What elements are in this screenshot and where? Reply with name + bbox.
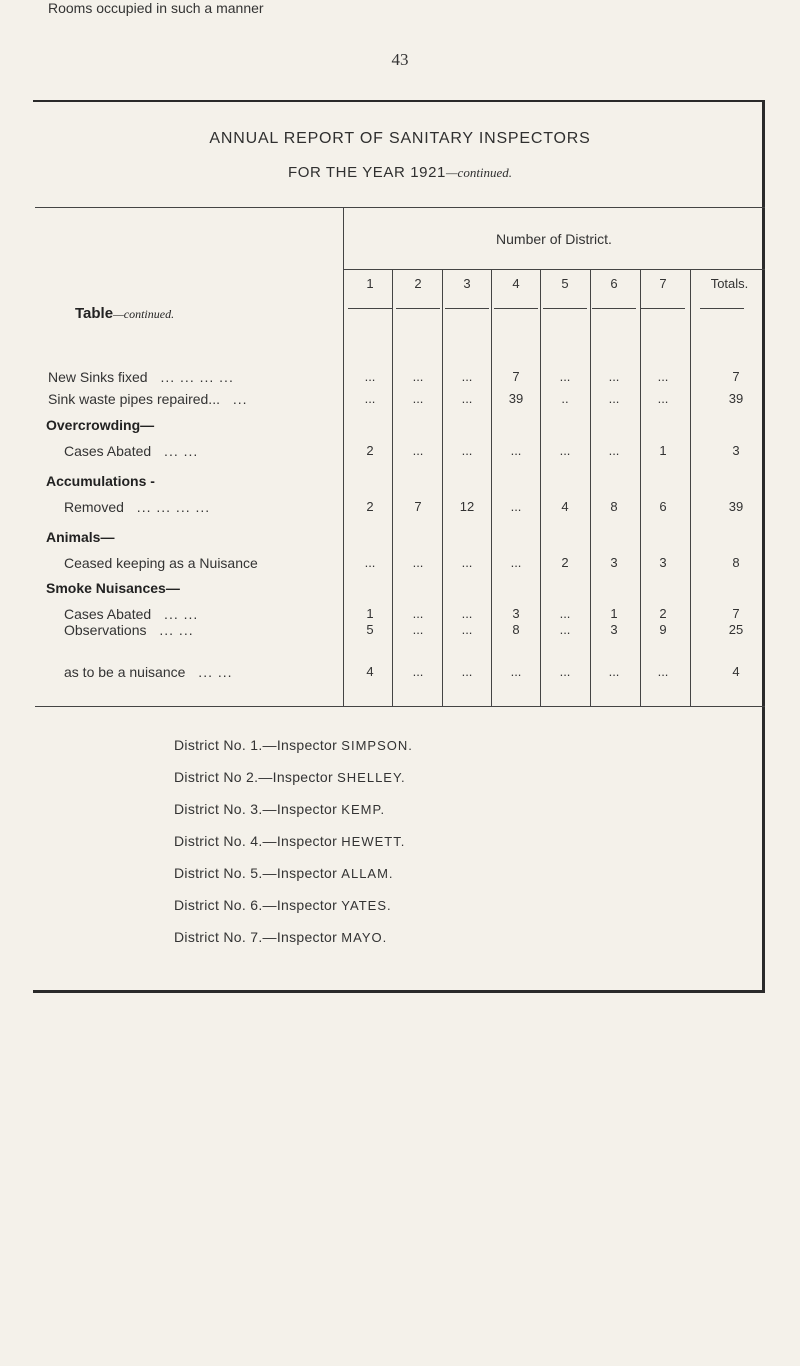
column-divider [690, 269, 691, 706]
row-label [64, 606, 198, 622]
table-cell: ... [657, 664, 669, 679]
table-cell: 3 [610, 555, 618, 570]
table-cell: ... [461, 443, 473, 458]
page-number: 43 [391, 50, 409, 69]
column-underline [543, 308, 587, 309]
table-cell: 6 [659, 499, 667, 514]
table-cell: 1 [610, 606, 618, 621]
inspector-name: YATES. [341, 898, 392, 913]
table-cell: 7 [732, 369, 740, 384]
column-divider [392, 269, 393, 706]
group-header: Number of District. [496, 231, 612, 247]
table-cell: ... [412, 664, 424, 679]
leader-dots: ... ... [154, 622, 194, 638]
table-cell: ... [657, 369, 669, 384]
leader-dots: ... ... [159, 443, 199, 459]
district-line [174, 801, 385, 817]
district-prefix: District No 2.—Inspector [174, 769, 338, 785]
column-divider [590, 269, 591, 706]
row-label-text: Cases Abated [64, 606, 152, 622]
header-divider [343, 269, 765, 270]
column-header: 2 [414, 276, 422, 291]
row-label-text: Removed [64, 499, 124, 515]
column-divider [491, 269, 492, 706]
table-cell: ... [412, 391, 424, 406]
column-divider [640, 269, 641, 706]
table-cell: 1 [659, 443, 667, 458]
column-header: Totals. [710, 276, 749, 291]
table-cell: 2 [659, 606, 667, 621]
column-header: 1 [366, 276, 374, 291]
continued-note: —continued. [445, 165, 513, 180]
section-heading: Animals— [46, 529, 115, 545]
section-heading: Accumulations - [46, 473, 155, 489]
column-underline [700, 308, 744, 309]
table-cell: ... [510, 443, 522, 458]
table-cell: ... [608, 369, 620, 384]
inspector-name: SIMPSON. [341, 738, 413, 753]
table-cell: ... [510, 499, 522, 514]
table-cell: 8 [610, 499, 618, 514]
row-label-text: Rooms occupied in such a manner [48, 0, 264, 16]
table-cell: ... [461, 369, 473, 384]
leader-dots: ... ... ... ... [155, 369, 234, 385]
row-label [64, 443, 198, 459]
column-underline [592, 308, 636, 309]
district-line [174, 833, 405, 849]
table-cell: 7 [414, 499, 422, 514]
table-cell: 3 [512, 606, 520, 621]
table-cell: 39 [728, 391, 744, 406]
table-cell: ... [461, 606, 473, 621]
section-heading: Smoke Nuisances— [46, 580, 180, 596]
district-prefix: District No. 1.—Inspector [174, 737, 342, 753]
table-bottom-rule [35, 706, 765, 707]
district-line [174, 737, 413, 753]
district-prefix: District No. 6.—Inspector [174, 897, 342, 913]
inspector-name: ALLAM. [341, 866, 394, 881]
table-cell: ... [510, 664, 522, 679]
table-cell: ... [364, 369, 376, 384]
row-label [64, 622, 194, 638]
table-cell: 4 [366, 664, 374, 679]
row-label [64, 499, 210, 515]
district-line [174, 865, 394, 881]
table-cell: ... [510, 555, 522, 570]
district-prefix: District No. 5.—Inspector [174, 865, 342, 881]
row-label [48, 391, 248, 407]
table-cell: 39 [728, 499, 744, 514]
table-cell: ... [461, 555, 473, 570]
row-label-text: Sink waste pipes repaired... [48, 391, 220, 407]
district-prefix: District No. 4.—Inspector [174, 833, 342, 849]
table-cell: 4 [561, 499, 569, 514]
table-cell: 2 [561, 555, 569, 570]
column-header: 5 [561, 276, 569, 291]
table-cell: 9 [659, 622, 667, 637]
column-header: 3 [463, 276, 471, 291]
table-cell: ... [657, 391, 669, 406]
table-cell: ... [461, 664, 473, 679]
column-underline [348, 308, 392, 309]
label-column-divider [343, 207, 344, 706]
table-cell: 2 [366, 499, 374, 514]
table-label-text: Table [75, 305, 114, 322]
table-cell: ... [559, 622, 571, 637]
table-cell: ... [608, 443, 620, 458]
column-underline [494, 308, 538, 309]
table-label-suffix: —continued. [113, 307, 175, 321]
table-top-rule [35, 207, 765, 208]
leader-dots: ... [227, 391, 248, 407]
table-cell: 39 [508, 391, 524, 406]
table-cell: ... [461, 391, 473, 406]
table-cell: .. [561, 391, 569, 406]
table-cell: ... [559, 664, 571, 679]
row-label-text: Observations [64, 622, 147, 638]
column-underline [445, 308, 489, 309]
column-underline [641, 308, 685, 309]
inspector-name: MAYO. [341, 930, 388, 945]
table-label [75, 305, 174, 322]
section-heading: Overcrowding— [46, 417, 155, 433]
table-cell: ... [461, 622, 473, 637]
column-divider [540, 269, 541, 706]
table-cell: 2 [366, 443, 374, 458]
district-prefix: District No. 7.—Inspector [174, 929, 342, 945]
row-label-text: New Sinks fixed [48, 369, 148, 385]
district-line [174, 929, 387, 945]
table-cell: 3 [610, 622, 618, 637]
table-cell: ... [412, 369, 424, 384]
column-header: 7 [659, 276, 667, 291]
table-cell: ... [559, 369, 571, 384]
table-cell: ... [608, 664, 620, 679]
table-cell: 8 [732, 555, 740, 570]
table-cell: 7 [512, 369, 520, 384]
table-cell: ... [364, 555, 376, 570]
table-cell: 7 [732, 606, 740, 621]
inspector-name: SHELLEY. [337, 770, 406, 785]
column-header: 6 [610, 276, 618, 291]
table-cell: 4 [732, 664, 740, 679]
table-cell: 3 [659, 555, 667, 570]
table-cell: ... [412, 555, 424, 570]
row-label-text: Cases Abated [64, 443, 152, 459]
table-cell: 8 [512, 622, 520, 637]
table-cell: ... [412, 443, 424, 458]
column-divider [442, 269, 443, 706]
table-cell: ... [412, 606, 424, 621]
report-title: ANNUAL REPORT OF SANITARY INSPECTORS [209, 130, 591, 147]
district-prefix: District No. 3.—Inspector [174, 801, 342, 817]
table-cell: ... [364, 391, 376, 406]
report-year: FOR THE YEAR 1921 [287, 164, 446, 181]
inspector-name: KEMP. [341, 802, 386, 817]
leader-dots: ... ... ... ... [131, 499, 211, 515]
row-label [64, 664, 233, 680]
inspector-name: HEWETT. [341, 834, 406, 849]
table-cell: 25 [728, 622, 744, 637]
row-label [64, 555, 258, 571]
district-line [174, 769, 406, 785]
table-cell: ... [559, 606, 571, 621]
leader-dots: ... ... [159, 606, 199, 622]
table-cell: ... [412, 622, 424, 637]
table-cell: 5 [366, 622, 374, 637]
row-label-text: as to be a nuisance [64, 664, 186, 680]
row-label [48, 0, 264, 16]
table-cell: 1 [366, 606, 374, 621]
row-label [48, 369, 234, 385]
report-subtitle [0, 164, 800, 181]
table-cell: 12 [459, 499, 475, 514]
table-cell: ... [608, 391, 620, 406]
district-line [174, 897, 392, 913]
column-underline [396, 308, 440, 309]
column-header: 4 [512, 276, 520, 291]
table-cell: ... [559, 443, 571, 458]
leader-dots: ... ... [193, 664, 233, 680]
row-label-text: Ceased keeping as a Nuisance [64, 555, 258, 571]
table-cell: 3 [732, 443, 740, 458]
